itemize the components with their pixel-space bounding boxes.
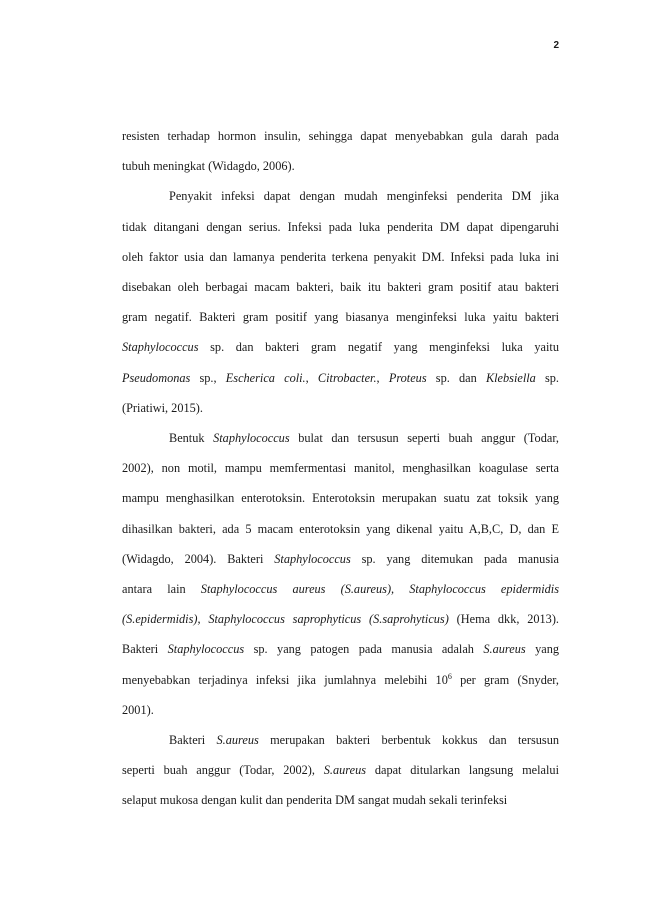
italic-text: Staphylococcus xyxy=(213,431,290,446)
text-run: seperti buah anggur (Todar, 2002), xyxy=(122,763,324,778)
text-run: Bakteri xyxy=(169,733,217,748)
text-run: 2002), non motil, mampu memfermentasi manitol, menghasilkan koagulase serta xyxy=(122,461,559,476)
text-run: gram negatif. Bakteri gram positif yang biasanya menginfeksi luka yaitu bakteri xyxy=(122,310,559,325)
text-run: (Hema dkk, 2013). xyxy=(448,612,560,627)
text-run: sp. dan xyxy=(426,370,486,385)
italic-text: Pseudomonas xyxy=(122,370,191,385)
text-run: antara lain xyxy=(122,582,201,597)
text-line xyxy=(122,302,559,332)
text-line xyxy=(122,483,559,513)
text-line xyxy=(122,785,559,815)
italic-text: Citrobacter. xyxy=(317,370,377,385)
text-run: , xyxy=(376,370,389,385)
text-line xyxy=(122,363,559,393)
text-line xyxy=(122,453,559,483)
text-line xyxy=(122,695,559,725)
text-line xyxy=(122,604,559,634)
text-line xyxy=(122,574,559,604)
text-run: sp. yang ditemukan pada manusia xyxy=(350,551,559,566)
text-run: tubuh meningkat (Widagdo, 2006). xyxy=(122,159,295,174)
text-line xyxy=(122,423,559,453)
text-run: per gram (Snyder, xyxy=(451,672,559,687)
text-run: dihasilkan bakteri, ada 5 macam enterotoksin yang dikenal yaitu A,B,C, D, dan E xyxy=(122,521,559,536)
text-run: Penyakit infeksi dapat dengan mudah menginfeksi penderita DM jika xyxy=(169,189,559,204)
text-line xyxy=(122,121,559,151)
text-line xyxy=(122,393,559,423)
text-run: sp. dan bakteri gram negatif yang menginfeksi luka yaitu xyxy=(198,340,559,355)
text-line xyxy=(122,151,559,181)
text-line xyxy=(122,634,559,664)
italic-text: S.aureus xyxy=(483,642,526,657)
text-line xyxy=(122,755,559,785)
text-run: mampu menghasilkan enterotoksin. Enterotoksin merupakan suatu zat toksik yang xyxy=(122,491,559,506)
text-line xyxy=(122,544,559,574)
text-run: menyebabkan terjadinya infeksi jika jumlahnya melebihi 10 xyxy=(122,672,448,687)
text-run: tidak ditangani dengan serius. Infeksi pada luka penderita DM dapat dipengaruhi xyxy=(122,219,559,234)
italic-text: Escherica coli. xyxy=(225,370,306,385)
text-line xyxy=(122,242,559,272)
italic-text: Proteus xyxy=(388,370,427,385)
text-run: disebakan oleh berbagai macam bakteri, baik itu bakteri gram positif atau bakteri xyxy=(122,280,559,295)
text-run: selaput mukosa dengan kulit dan penderita DM sangat mudah sekali terinfeksi xyxy=(122,793,508,808)
text-run: merupakan bakteri berbentuk kokkus dan tersusun xyxy=(258,733,559,748)
text-line xyxy=(122,725,559,755)
text-run: bulat dan tersusun seperti buah anggur (Todar, xyxy=(289,431,559,446)
italic-text: Staphylococcus aureus (S.aureus), Staphylococcus epidermidis xyxy=(200,582,559,597)
text-run: dapat ditularkan langsung melalui xyxy=(366,763,559,778)
paragraph xyxy=(122,121,559,181)
paragraph xyxy=(122,181,559,423)
page-number: 2 xyxy=(553,40,559,51)
text-run: (Priatiwi, 2015). xyxy=(122,400,203,415)
text-line xyxy=(122,212,559,242)
text-run: Bakteri xyxy=(122,642,168,657)
text-run: oleh faktor usia dan lamanya penderita terkena penyakit DM. Infeksi pada luka ini xyxy=(122,249,559,264)
text-line xyxy=(122,514,559,544)
italic-text: (S.epidermidis), Staphylococcus saprophyticus (S.saprohyticus) xyxy=(122,612,449,627)
text-line xyxy=(122,272,559,302)
italic-text: Staphylococcus xyxy=(167,642,245,657)
text-run: , xyxy=(305,370,318,385)
italic-text: Staphylococcus xyxy=(274,551,351,566)
italic-text: Klebsiella xyxy=(485,370,536,385)
text-run: 2001). xyxy=(122,702,154,717)
text-run: resisten terhadap hormon insulin, sehingga dapat menyebabkan gula darah pada xyxy=(122,129,559,143)
text-line xyxy=(122,181,559,211)
paragraph xyxy=(122,725,559,816)
italic-text: S.aureus xyxy=(216,733,259,748)
italic-text: Staphylococcus xyxy=(122,340,199,355)
document-body xyxy=(122,121,559,816)
text-run: sp., xyxy=(190,370,226,385)
text-run: sp. yang patogen pada manusia adalah xyxy=(244,642,484,657)
paragraph xyxy=(122,423,559,725)
text-line xyxy=(122,665,559,695)
text-line xyxy=(122,332,559,362)
text-run: yang xyxy=(525,642,559,657)
text-run: (Widagdo, 2004). Bakteri xyxy=(122,551,275,566)
text-run: Bentuk xyxy=(169,431,214,446)
italic-text: S.aureus xyxy=(323,763,367,778)
text-run: sp. xyxy=(535,370,560,385)
superscript: 6 xyxy=(447,671,452,681)
